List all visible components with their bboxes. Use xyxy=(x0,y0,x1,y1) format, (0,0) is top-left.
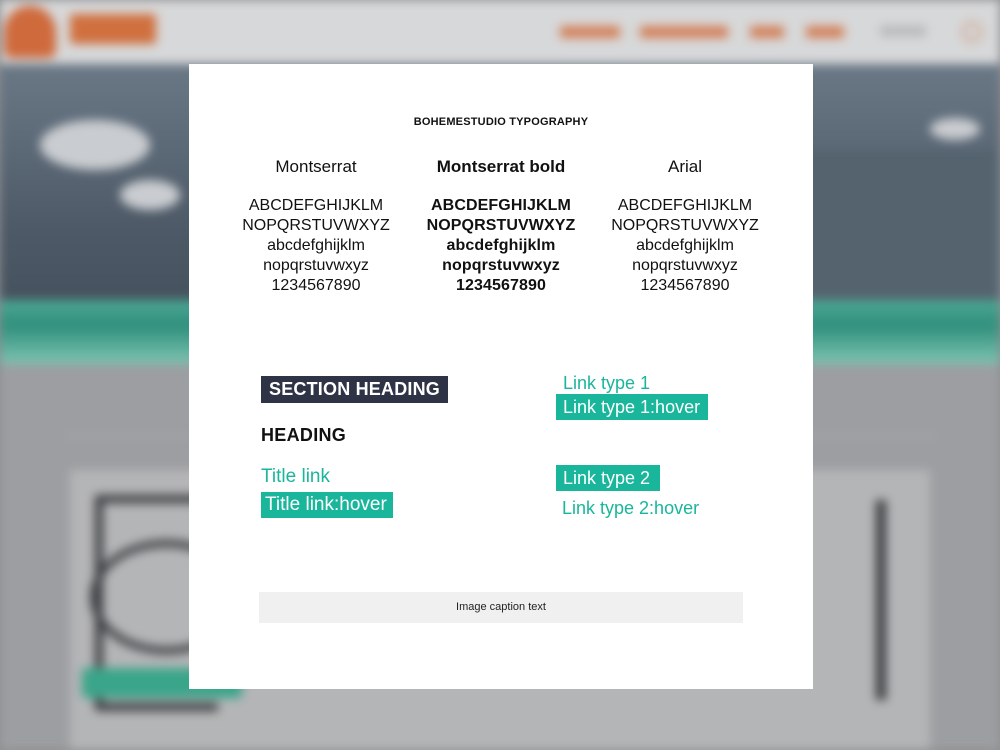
background-logo-icon xyxy=(4,6,56,58)
font-name: Montserrat bold xyxy=(436,157,566,176)
glyph-line: abcdefghijklm xyxy=(267,237,365,254)
heading-sample: HEADING xyxy=(261,425,347,445)
background-search-field xyxy=(880,26,926,36)
glyph-line: ABCDEFGHIJKLM xyxy=(248,197,384,214)
font-column-montserrat xyxy=(216,156,416,296)
image-caption: Image caption text xyxy=(259,592,743,623)
background-cloud xyxy=(120,180,180,210)
background-pole xyxy=(876,500,886,700)
typography-modal xyxy=(189,64,813,689)
glyph-line: ABCDEFGHIJKLM xyxy=(431,197,571,214)
glyph-line: NOPQRSTUVWXYZ xyxy=(242,217,390,234)
font-column-arial xyxy=(585,156,785,296)
link-type-2-hover-sample[interactable]: Link type 2:hover xyxy=(562,498,700,518)
font-name: Arial xyxy=(667,157,702,176)
modal-title: BOHEMESTUDIO TYPOGRAPHY xyxy=(413,116,589,128)
glyph-line: nopqrstuvwxyz xyxy=(263,257,369,274)
background-nav-item xyxy=(806,26,844,38)
title-link-sample[interactable]: Title link xyxy=(261,466,330,487)
title-link-hover-sample[interactable]: Title link:hover xyxy=(261,492,393,518)
glyph-line: 1234567890 xyxy=(640,277,730,294)
font-column-montserrat-bold xyxy=(401,156,601,296)
background-hero-city xyxy=(790,150,1000,310)
glyph-line: ABCDEFGHIJKLM xyxy=(617,197,753,214)
background-search-icon xyxy=(962,22,982,42)
glyph-line: abcdefghijklm xyxy=(446,237,556,254)
link-type-1-hover-sample[interactable]: Link type 1:hover xyxy=(556,394,708,420)
glyph-line: nopqrstuvwxyz xyxy=(632,257,738,274)
background-logo-wordmark xyxy=(70,14,156,44)
glyph-line: nopqrstuvwxyz xyxy=(442,257,560,274)
background-cloud xyxy=(40,120,150,170)
link-type-1-sample[interactable]: Link type 1 xyxy=(563,373,651,393)
font-name: Montserrat xyxy=(275,157,357,176)
glyph-line: NOPQRSTUVWXYZ xyxy=(611,217,759,234)
background-cloud xyxy=(930,118,980,140)
background-nav-item xyxy=(750,26,784,38)
glyph-line: 1234567890 xyxy=(456,277,546,294)
section-heading-sample: SECTION HEADING xyxy=(261,376,448,403)
background-nav-item xyxy=(640,26,728,38)
link-type-2-sample[interactable]: Link type 2 xyxy=(556,465,660,491)
glyph-line: NOPQRSTUVWXYZ xyxy=(426,217,576,234)
glyph-line: abcdefghijklm xyxy=(636,237,734,254)
glyph-line: 1234567890 xyxy=(271,277,361,294)
background-nav-item xyxy=(560,26,620,38)
